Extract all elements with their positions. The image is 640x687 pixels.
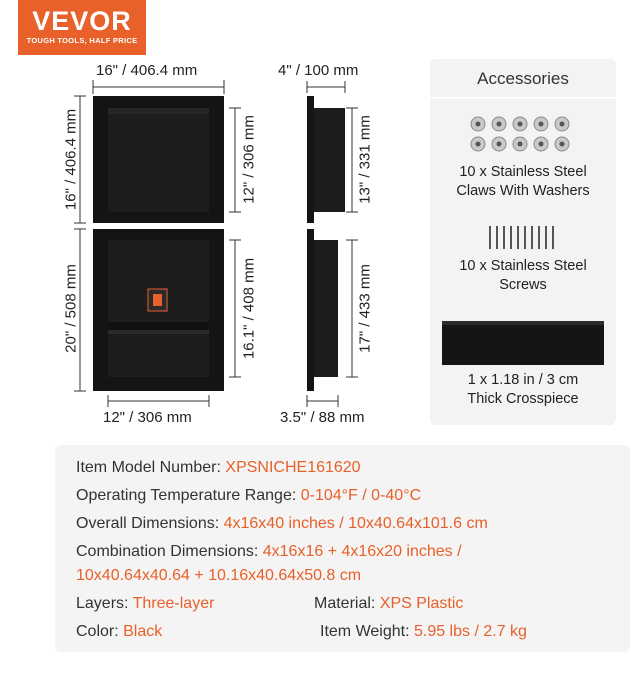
spec-temperature-value: 0-104°F / 0-40°C xyxy=(300,487,422,504)
spec-color-label: Color: xyxy=(76,623,124,640)
washer-icon xyxy=(471,117,569,151)
spec-model-value: XPSNICHE161620 xyxy=(225,459,361,476)
spec-overall-value: 4x16x40 inches / 10x40.64x101.6 cm xyxy=(223,515,488,532)
top-inner-height-label: 12" / 306 mm xyxy=(240,115,258,204)
top-niche xyxy=(93,96,224,223)
brand-name: VEVOR xyxy=(32,6,132,36)
top-height-label: 16" / 406.4 mm xyxy=(62,108,80,211)
spec-material xyxy=(314,594,463,614)
spec-model xyxy=(76,458,361,478)
spec-overall-label: Overall Dimensions: xyxy=(76,515,224,532)
accessory-screws-line2: Screws xyxy=(499,277,547,293)
accessory-washers-line1: 10 x Stainless Steel xyxy=(459,164,587,180)
spec-material-label: Material: xyxy=(314,595,380,612)
inner-width-label: 12" / 306 mm xyxy=(103,409,192,426)
spec-temperature-label: Operating Temperature Range: xyxy=(76,487,301,504)
screw-icon xyxy=(490,226,553,249)
side-top-height-label: 13" / 331 mm xyxy=(356,115,374,204)
side-view-top xyxy=(307,96,345,223)
accessory-crosspiece-line1: 1 x 1.18 in / 3 cm xyxy=(467,372,579,388)
accessories-divider xyxy=(430,97,616,99)
accessory-washers-line2: Claws With Washers xyxy=(456,183,590,199)
spec-weight xyxy=(320,622,527,642)
spec-combination-dimensions-cont xyxy=(76,566,361,586)
accessory-screws-line1: 10 x Stainless Steel xyxy=(459,258,587,274)
inner-height-dimension-lines xyxy=(229,108,241,377)
accessories-panel xyxy=(430,59,616,425)
spec-combo-value-2: 10x40.64x40.64 + 10.16x40.64x50.8 cm xyxy=(76,567,362,584)
spec-color-value: Black xyxy=(123,623,163,640)
front-width-label: 16" / 406.4 mm xyxy=(96,62,198,79)
spec-weight-value: 5.95 lbs / 2.7 kg xyxy=(413,623,527,640)
spec-layers xyxy=(76,594,214,614)
bottom-height-label: 20" / 508 mm xyxy=(62,264,80,353)
spec-weight-label: Item Weight: xyxy=(320,623,414,640)
spec-combo-label: Combination Dimensions: xyxy=(76,543,263,560)
accessory-crosspiece-line2: Thick Crosspiece xyxy=(467,391,579,407)
spec-model-label: Item Model Number: xyxy=(76,459,226,476)
spec-layers-label: Layers: xyxy=(76,595,133,612)
side-depth-top-label: 4" / 100 mm xyxy=(278,62,359,79)
spec-color xyxy=(76,622,162,642)
bottom-niche xyxy=(93,229,224,391)
side-bottom-height-label: 17" / 433 mm xyxy=(356,264,374,353)
product-label-mark xyxy=(153,294,162,306)
side-view-bottom xyxy=(307,229,338,391)
front-width-dimension-line xyxy=(93,80,224,94)
spec-combo-value-1: 4x16x16 + 4x16x20 inches / xyxy=(262,543,462,560)
brand-tagline: TOUGH TOOLS, HALF PRICE xyxy=(26,36,138,45)
specifications-panel xyxy=(55,445,630,652)
spec-combination-dimensions xyxy=(76,542,462,562)
accessories-icons xyxy=(430,104,616,404)
side-depth-bottom-label: 3.5" / 88 mm xyxy=(280,409,365,426)
spec-overall-dimensions xyxy=(76,514,488,534)
spec-layers-value: Three-layer xyxy=(132,595,215,612)
inner-width-dimension-line xyxy=(108,395,209,407)
bottom-inner-height-label: 16.1" / 408 mm xyxy=(240,257,258,360)
spec-material-value: XPS Plastic xyxy=(379,595,464,612)
crosspiece-icon xyxy=(442,321,604,365)
accessories-title: Accessories xyxy=(477,69,569,88)
spec-temperature xyxy=(76,486,421,506)
